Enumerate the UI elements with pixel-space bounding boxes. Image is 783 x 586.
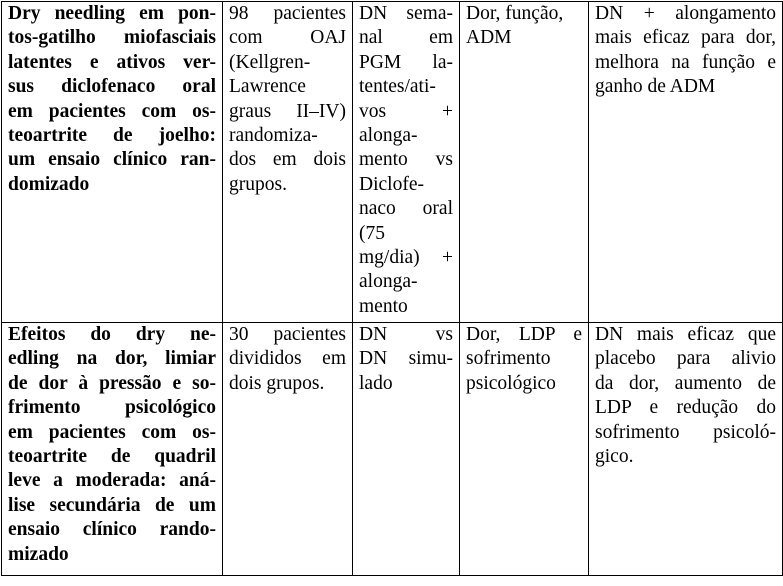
text-line: ganho de ADM (595, 76, 716, 98)
text-line: DN simu- (359, 348, 453, 370)
table-row (2, 2, 783, 323)
studies-table (1, 1, 783, 576)
text-line: ensaio clínico rando- (8, 519, 216, 541)
text-line: Dor, LDP e (466, 324, 582, 345)
text-line: da dor, aumento de (595, 372, 776, 394)
text-line: lise secundária de um (8, 494, 216, 516)
text-line: Dry needling em pon- (8, 3, 216, 24)
table-row (2, 323, 783, 576)
text-line: vos + (359, 100, 453, 122)
results-cell (589, 2, 783, 323)
text-line: Diclofe- (359, 173, 424, 195)
text-line: em pacientes com os- (8, 421, 216, 443)
sample-text (229, 2, 346, 197)
text-line: frimento psicológico (8, 397, 216, 419)
text-line: tos-gatilho miofasciais (8, 27, 216, 49)
intervention-text (359, 2, 453, 319)
text-line: mg/dia) + (359, 247, 453, 269)
outcomes-text (466, 2, 582, 51)
study-title-cell (2, 2, 223, 323)
study-title (8, 2, 216, 197)
sample-text (229, 323, 346, 396)
text-line: PGM la- (359, 51, 453, 73)
text-line: melhora na função e (595, 51, 776, 73)
text-line: latentes e ativos ver- (8, 51, 216, 73)
text-line: divididos em (229, 348, 346, 370)
text-line: graus II–IV) (229, 100, 346, 122)
text-line: mento (359, 295, 408, 317)
outcomes-cell (460, 323, 589, 576)
text-line: naco oral (359, 198, 453, 220)
text-line: em pacientes com os- (8, 100, 216, 122)
text-line: sus diclofenaco oral (8, 76, 216, 98)
sample-cell (223, 323, 353, 576)
sample-cell (223, 2, 353, 323)
text-line: teoartrite de quadril (8, 446, 216, 468)
text-line: gico. (595, 446, 634, 468)
text-line: 30 pacientes (229, 324, 346, 345)
text-line: mizado (8, 543, 69, 565)
text-line: DN sema- (359, 3, 453, 24)
text-line: dois grupos. (229, 372, 325, 394)
results-text (595, 323, 776, 469)
text-line: mais eficaz para dor, (595, 27, 776, 49)
intervention-text (359, 323, 453, 396)
text-line: psicológico (466, 372, 556, 394)
outcomes-cell (460, 2, 589, 323)
text-line: dos em dois (229, 149, 346, 171)
results-text (595, 2, 776, 100)
intervention-cell (353, 2, 460, 323)
text-line: (75 (359, 222, 385, 244)
text-line: ADM (466, 27, 512, 49)
text-line: LDP e redução do (595, 397, 776, 419)
text-line: um ensaio clínico ran- (8, 149, 216, 171)
text-line: com OAJ (229, 27, 346, 49)
text-line: tentes/ati- (359, 76, 436, 98)
text-line: de dor à pressão e so- (8, 372, 216, 394)
text-line: 98 pacientes (229, 3, 346, 24)
text-line: mento vs (359, 149, 453, 171)
outcomes-text (466, 323, 582, 396)
text-line: Lawrence (229, 76, 306, 98)
text-line: grupos. (229, 173, 287, 195)
text-line: randomiza- (229, 125, 318, 147)
text-line: alonga- (359, 125, 418, 147)
text-line: edling na dor, limiar (8, 348, 216, 370)
text-line: teoartrite de joelho: (8, 125, 216, 147)
text-line: alonga- (359, 271, 418, 293)
text-line: Dor, função, (466, 3, 564, 24)
text-line: domizado (8, 173, 90, 195)
text-line: sofrimento psicoló- (595, 421, 776, 443)
text-line: Efeitos do dry ne- (8, 324, 216, 345)
study-title (8, 323, 216, 567)
text-line: leve a moderada: aná- (8, 470, 216, 492)
text-line: sofrimento (466, 348, 551, 370)
text-line: (Kellgren- (229, 51, 311, 73)
study-title-cell (2, 323, 223, 576)
text-line: placebo para alivio (595, 348, 776, 370)
text-line: DN mais eficaz que (595, 324, 776, 345)
text-line: DN + alongamento (595, 3, 776, 24)
text-line: lado (359, 372, 393, 394)
results-cell (589, 323, 783, 576)
intervention-cell (353, 323, 460, 576)
text-line: nal em (359, 27, 453, 49)
text-line: DN vs (359, 324, 453, 345)
